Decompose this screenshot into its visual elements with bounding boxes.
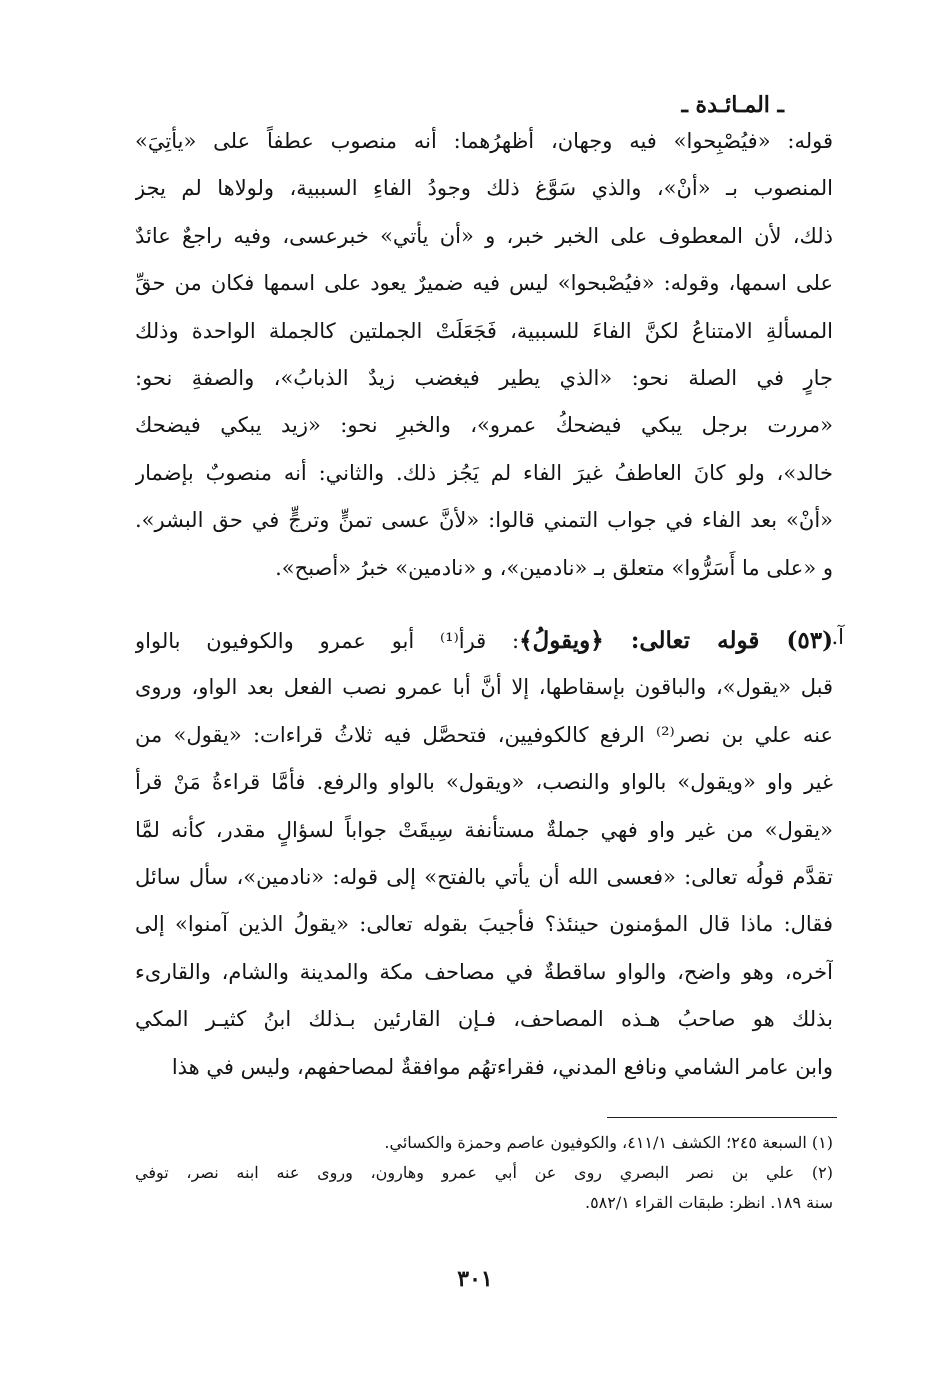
- text-line: غير واو «ويقول» بالواو والنصب، «ويقول» بالواو والرفع. فأمَّا قراءةُ مَنْ قرأ: [135, 770, 833, 795]
- text-line: «يقول» من غير واو فهي جملةٌ مستأنفة سِيقَتْ جواباً لسؤالٍ مقدر، كأنه لمَّا: [135, 817, 833, 842]
- footnote-2-continued: سنة ١٨٩. انظر: طبقات القراء ٥٨٢/١.: [584, 1193, 833, 1212]
- text-line: جارٍ في الصلة نحو: «الذي يطير فيغضب زيدٌ الذبابُ»، والصفةِ نحو:: [135, 365, 833, 390]
- running-header: ـ المـائـدة ـ: [681, 92, 784, 118]
- text-line: قوله: «فيُصْبِحوا» فيه وجهان، أظهرُهما: أنه منصوب عطفاً على «يأتِيَ»: [135, 129, 833, 153]
- text-line: آخره، وهو واضح، والواو ساقطةٌ في مصاحف مكة والمدينة والشام، والقارىء: [135, 959, 833, 984]
- text-line: ذلك، لأن المعطوف على الخبر خبر، و «أن يأتي» خبرعسى، وفيه راجعٌ عائدٌ: [135, 223, 833, 248]
- paragraph-2: [135, 617, 833, 1091]
- text-line: بذلك هو صاحبُ هـذه المصاحف، فـإن القارئين بـذلك ابنُ كثيـر المكي: [135, 1007, 833, 1032]
- text-line: تقدَّم قولُه تعالى: «فعسى الله أن يأتي بالفتح» إلى قوله: «نادمين»، سأل سائل: [135, 864, 833, 889]
- margin-mark: آ.: [831, 625, 844, 649]
- footnote-1: (١) السبعة ٢٤٥؛ الكشف ٤١١/١، والكوفيون عاصم وحمزة والكسائي.: [384, 1133, 833, 1152]
- page-number: ٣٠١: [457, 1266, 493, 1292]
- footnote-2: (٢) علي بن نصر البصري روى عن أبي عمرو وهارون، وروى عنه ابنه نصر، توفي: [135, 1163, 833, 1182]
- text-line: «مررت برجل يبكي فيضحكُ عمرو»، والخبرِ نحو: «زيد يبكي فيضحك: [135, 413, 833, 438]
- verse-line-rest: : قرأ⁽¹⁾ أبو عمرو والكوفيون بالواو: [135, 629, 520, 653]
- verse-heading: (٥٣) قوله تعالى: ﴿ويقولُ﴾: [519, 627, 833, 654]
- text-line: المنصوب بـ «أنْ»، والذي سَوَّغ ذلك وجودُ الفاءِ السببية، ولولاها لم يجز: [135, 176, 833, 201]
- paragraph-1: [135, 118, 833, 592]
- text-line: فقال: ماذا قال المؤمنون حينئذ؟ فأجيبَ بقوله تعالى: «يقولُ الذين آمنوا» إلى: [135, 912, 833, 937]
- footnote-divider: [607, 1117, 837, 1118]
- text-line: [135, 617, 833, 664]
- text-line: المسألةِ الامتناعُ لكنَّ الفاءَ للسببية، فَجَعَلَتْ الجملتين كالجملة الواحدة وذلك: [135, 318, 833, 343]
- text-line: «أنْ» بعد الفاء في جواب التمني قالوا: «لأنَّ عسى تمنٍّ وترجٍّ في حق البشر».: [135, 508, 833, 533]
- text-line: على اسمها، وقوله: «فيُصْبحوا» ليس فيه ضميرٌ يعود على اسمها فكان من حقِّ: [135, 271, 833, 296]
- text-line: عنه علي بن نصر⁽²⁾ الرفع كالكوفيين، فتحصَّل فيه ثلاثُ قراءات: «يقول» من: [135, 722, 833, 747]
- footnotes: [135, 1128, 833, 1218]
- text-line: قبل «يقول»، والباقون بإسقاطها، إلا أنَّ أبا عمرو نصب الفعل بعد الواو، وروى: [135, 675, 833, 700]
- text-line: و «على ما أَسَرُّوا» متعلق بـ «نادمين»، و «نادمين» خبرُ «أصبح».: [275, 555, 833, 580]
- text-line: خالد»، ولو كانَ العاطفُ غيرَ الفاء لم يَجُز ذلك. والثاني: أنه منصوبٌ بإضمار: [135, 460, 833, 485]
- text-line: وابن عامر الشامي ونافع المدني، فقراءتهُم موافقةٌ لمصاحفهم، وليس في هذا: [171, 1054, 833, 1079]
